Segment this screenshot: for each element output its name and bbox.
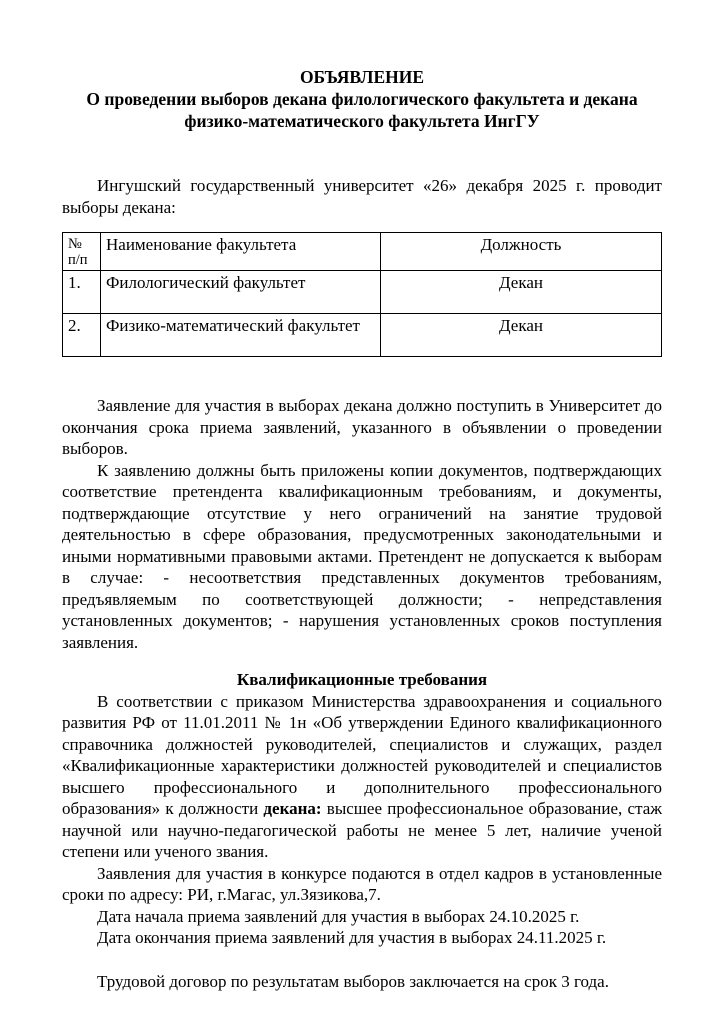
table-row [63,314,662,357]
table-header-position: Должность [381,233,662,271]
contract-term-paragraph: Трудовой договор по результатам выборов заключается на срок 3 года. [97,971,609,991]
end-date-line: Дата окончания приема заявлений для участия в выборах 24.11.2025 г. [97,928,607,947]
table-cell-position: Декан [381,314,662,357]
application-deadline-paragraph: Заявление для участия в выборах декана должно поступить в Университет до окончания срока приема заявлений, указанного в объявлении о проведении выборов. [62,396,662,458]
submission-address-paragraph: Заявления для участия в конкурсе подаются в отдел кадров в установленные сроки по адресу: РИ, г.Магас, ул.Зязикова,7. [62,863,662,904]
qualification-requirements-heading: Квалификационные требования [236,670,488,689]
qualification-text-bold-dean: декана: [263,799,322,818]
required-documents-paragraph: К заявлению должны быть приложены копии документов, подтверждающих соответствие претендента квалификационным требованиям, и документы, подтверждающие отсутствие у него ограничений на занятие трудовой деятельностью в сфере образования, предусмотренных законодательными и иными нормативными правовыми актами. Претендент не допускается к выборам в случае: - несоответствия представленных документов требованиям, предъявляемым по соответствующей должности; - непредставления установленных документов; - нарушения установленных сроков поступления заявления. [62,460,662,652]
table-cell-number: 2. [63,314,101,357]
table-row [63,271,662,314]
table-header-row [63,233,662,271]
table-header-faculty-name: Наименование факультета [101,233,381,271]
table-cell-faculty: Физико-математический факультет [101,314,381,357]
table-cell-number: 1. [63,271,101,314]
qualification-requirements-paragraph [62,691,662,863]
document-title: ОБЪЯВЛЕНИЕ [299,67,425,87]
table-cell-position: Декан [381,271,662,314]
start-date-line: Дата начала приема заявлений для участия в выборах 24.10.2025 г. [97,906,580,926]
table-header-number: № п/п [63,233,101,271]
table-cell-faculty: Филологический факультет [101,271,381,314]
document-subtitle: О проведении выборов декана филологического факультета и декана физико-математического факультета ИнгГУ [86,89,638,131]
faculties-table [62,232,662,357]
intro-paragraph: Ингушский государственный университет «26» декабря 2025 г. проводит выборы декана: [62,176,662,217]
qualification-text-after: высшее профессиональное образование, стаж научной или научно-педагогической работы не менее 5 лет, наличие ученой степени или ученого звания. [62,799,662,861]
qualification-text-before: В соответствии с приказом Министерства здравоохранения и социального развития РФ от 11.01.2011 № 1н «Об утверждении Единого квалификационного справочника должностей руководителей, специалистов и служащих, раздел «Квалификационные характеристики должностей руководителей и специалистов высшего профессионального и дополнительного профессионального образования» к должности [62,691,662,818]
